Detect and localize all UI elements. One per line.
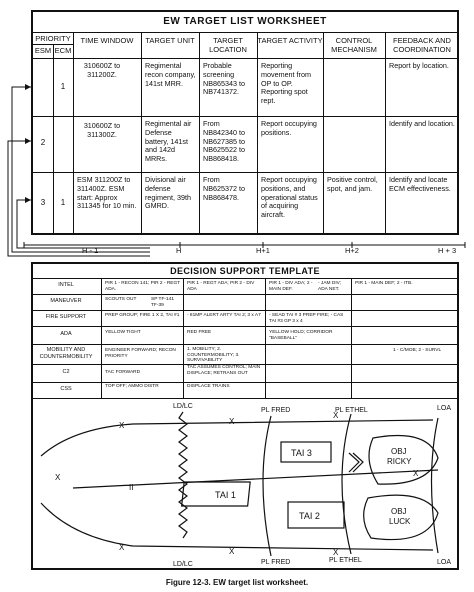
dst-row-line-4 bbox=[33, 344, 457, 345]
row2-location: From NB842340 to NB627385 to NB625522 to NB868418. bbox=[203, 119, 245, 164]
loa-line bbox=[432, 418, 439, 553]
row3-unit: Divisional air defense regiment, 39th GMRD. bbox=[145, 175, 191, 211]
worksheet-title: EW TARGET LIST WORKSHEET bbox=[33, 12, 457, 33]
dst-c2-0: TAC FORWARD bbox=[105, 370, 141, 375]
dst-intel-0: PIR 1 - RECON 141; PIR 2 - REGT ADA. bbox=[105, 281, 181, 292]
header-priority: PRIORITY bbox=[35, 34, 71, 43]
boundary-center bbox=[73, 470, 438, 488]
header-time-window: TIME WINDOW bbox=[80, 36, 134, 45]
dst-row-line-3 bbox=[33, 326, 457, 327]
ld-lc-top-label: LD/LC bbox=[173, 403, 193, 410]
tai2-label: TAI 2 bbox=[299, 511, 320, 521]
row3-ecm: 1 bbox=[60, 198, 66, 207]
obj-luck-label-1: OBJ bbox=[391, 507, 407, 516]
row2-esm: 2 bbox=[40, 138, 46, 147]
boundary-south bbox=[41, 503, 433, 550]
dst-ada-2: YELLOW HOLD; CORRIDOR "BASEBALL" bbox=[269, 330, 333, 341]
timeline-label-h-plus-2: H+2 bbox=[345, 246, 359, 255]
dst-intel-4: PIR 1 - MAIN DEF; 2 - ITB. bbox=[355, 281, 413, 286]
header-target-activity: TARGET ACTIVITY bbox=[257, 36, 323, 45]
dst-label-fire-support: FIRE SUPPORT bbox=[45, 314, 87, 320]
pl-ethel-bottom-label: PL ETHEL bbox=[329, 557, 362, 564]
decision-support-template bbox=[31, 262, 459, 570]
dst-col-line-2 bbox=[265, 278, 266, 398]
dst-maneuver-1: SP TF-141 TF-39 bbox=[151, 297, 175, 308]
obj-ricky-label-1: OBJ bbox=[391, 447, 407, 456]
row2-feedback: Identify and location. bbox=[389, 119, 455, 128]
obj-luck-label-2: LUCK bbox=[389, 517, 411, 526]
axis-arrow-inner bbox=[349, 453, 359, 472]
dst-col-line-3 bbox=[351, 278, 352, 398]
boundary-x-north-2: X bbox=[229, 417, 235, 426]
dst-title: DECISION SUPPORT TEMPLATE bbox=[33, 264, 457, 279]
dst-intel-1: PIR 1 - REGT ADA; PIR 2 - DIV ADA bbox=[187, 281, 255, 292]
dst-col-line-1 bbox=[183, 278, 184, 398]
figure-caption: Figure 12-3. EW target list worksheet. bbox=[165, 578, 309, 587]
pl-fred-line bbox=[263, 416, 271, 556]
dst-ada-1: RED FREE bbox=[187, 330, 212, 335]
loa-bottom-label: LOA bbox=[437, 559, 452, 566]
row3-feedback: Identify and locate ECM effectiveness. bbox=[389, 175, 451, 193]
row1-ecm: 1 bbox=[60, 82, 66, 91]
dst-label-maneuver: MANEUVER bbox=[50, 298, 82, 304]
boundary-x-east: X bbox=[413, 469, 419, 478]
header-target-location: TARGET LOCATION bbox=[209, 36, 247, 54]
loa-top-label: LOA bbox=[437, 405, 452, 412]
ld-lc-line bbox=[179, 412, 187, 538]
dst-ada-0: YELLOW TIGHT bbox=[105, 330, 141, 335]
boundary-x-west: X bbox=[55, 473, 61, 482]
dst-row-line-2 bbox=[33, 310, 457, 311]
row1-time-window: 310600Z to 311200Z. bbox=[83, 61, 121, 79]
dst-fire-0: PREP GROUP; FIRE 1 X 2, TAI #1 bbox=[105, 313, 180, 318]
unit-size-ii: II bbox=[129, 483, 134, 492]
row3-location: From NB625372 to NB868478. bbox=[203, 175, 245, 202]
dst-label-mobility: MOBILITY AND COUNTERMOBILITY bbox=[39, 347, 93, 360]
operations-overlay-map bbox=[33, 398, 457, 568]
dst-css-0: TOP OFF; AMMO DISTR bbox=[105, 384, 159, 389]
dst-label-ada: ADA bbox=[60, 331, 72, 337]
row3-control: Positive control, spot, and jam. bbox=[327, 175, 378, 193]
row1-unit: Regimental recon company, 141st MRR. bbox=[145, 61, 196, 88]
timeline-label-h-plus-1: H+1 bbox=[256, 246, 270, 255]
tai3-label: TAI 3 bbox=[291, 448, 312, 458]
dst-row-line-6 bbox=[33, 382, 457, 383]
dst-mobility-1: 1. MOBILITY; 2. COUNTERMOBILITY; 3. SURVIVABILITY bbox=[187, 347, 240, 364]
dst-intel-3: - JAM DIV; ADA NET. bbox=[318, 281, 342, 292]
dst-css-1: DISPLACE TRAINS bbox=[187, 384, 230, 389]
dst-label-css: CSS bbox=[60, 386, 72, 392]
dst-c2-1: TAC ASSUMES CONTROL; MAIN DISPLACE; RETRANS OUT bbox=[187, 365, 261, 376]
dst-mobility-0: ENGINEER FORWARD; RECON PRIORITY bbox=[105, 348, 176, 359]
header-feedback: FEEDBACK AND COORDINATION bbox=[393, 36, 451, 54]
header-target-unit: TARGET UNIT bbox=[145, 36, 195, 45]
row2-time-window: 310600Z to 311300Z. bbox=[83, 121, 121, 139]
row3-esm: 3 bbox=[40, 198, 46, 207]
row1-activity: Reporting movement from OP to OP. Reporting spot rept. bbox=[261, 61, 311, 106]
header-esm: ESM bbox=[34, 46, 52, 55]
ld-lc-bottom-label: LD/LC bbox=[173, 561, 193, 568]
obj-ricky-label-2: RICKY bbox=[387, 457, 412, 466]
header-ecm: ECM bbox=[54, 46, 72, 55]
boundary-x-south: X bbox=[119, 543, 125, 552]
dst-intel-2: PIR 1 - DIV ADA; 2 - MAIN DEF. bbox=[269, 281, 313, 292]
row3-activity: Report occupying positions, and operational status of acquiring aircraft. bbox=[261, 175, 318, 220]
pl-fred-top-label: PL FRED bbox=[261, 407, 291, 414]
dst-mobility-4: 1 - C/MOB; 2 - SURVL bbox=[393, 348, 442, 353]
row2-unit: Regimental air Defense battery, 141st and 142d MRRs. bbox=[145, 119, 192, 164]
header-control-mechanism: CONTROL MECHANISM bbox=[331, 36, 377, 54]
pl-ethel-top-label: PL ETHEL bbox=[335, 407, 368, 414]
boundary-x-north-3: X bbox=[333, 411, 339, 420]
timeline-label-h: H bbox=[176, 246, 182, 255]
dst-fire-2: - SEAD TAI # 3 PREP FIRE; - CAS TAI #3 GP 3 x 4 bbox=[269, 313, 344, 324]
pl-fred-bottom-label: PL FRED bbox=[261, 559, 291, 566]
boundary-x-south-2: X bbox=[229, 547, 235, 556]
row2-activity: Report occupying positions. bbox=[261, 119, 317, 137]
tai1-label: TAI 1 bbox=[215, 490, 236, 500]
dst-maneuver-0: SCOUTS OUT bbox=[105, 297, 137, 302]
row1-location: Probable screening NB865343 to NB741372. bbox=[203, 61, 245, 97]
pl-ethel-line bbox=[342, 414, 351, 554]
dst-col-line-0 bbox=[101, 278, 102, 398]
dst-label-intel: INTEL bbox=[58, 282, 74, 288]
boundary-x-north: X bbox=[119, 421, 125, 430]
row3-time-window: ESM 311200Z to 311400Z. ESM start: Approx 311345 for 10 min. bbox=[77, 175, 137, 211]
boundary-x-south-3: X bbox=[333, 548, 339, 557]
timeline-label-h-plus-3: H + 3 bbox=[438, 246, 457, 255]
row1-feedback: Report by location. bbox=[389, 61, 449, 70]
timeline-label-h-minus-1: H - 1 bbox=[82, 246, 99, 255]
dst-fire-1: - 81MP ALERT ARTY TAI 2; 3 x A7 bbox=[187, 313, 261, 318]
dst-label-c2: C2 bbox=[62, 369, 70, 375]
dst-row-line-1 bbox=[33, 294, 457, 295]
